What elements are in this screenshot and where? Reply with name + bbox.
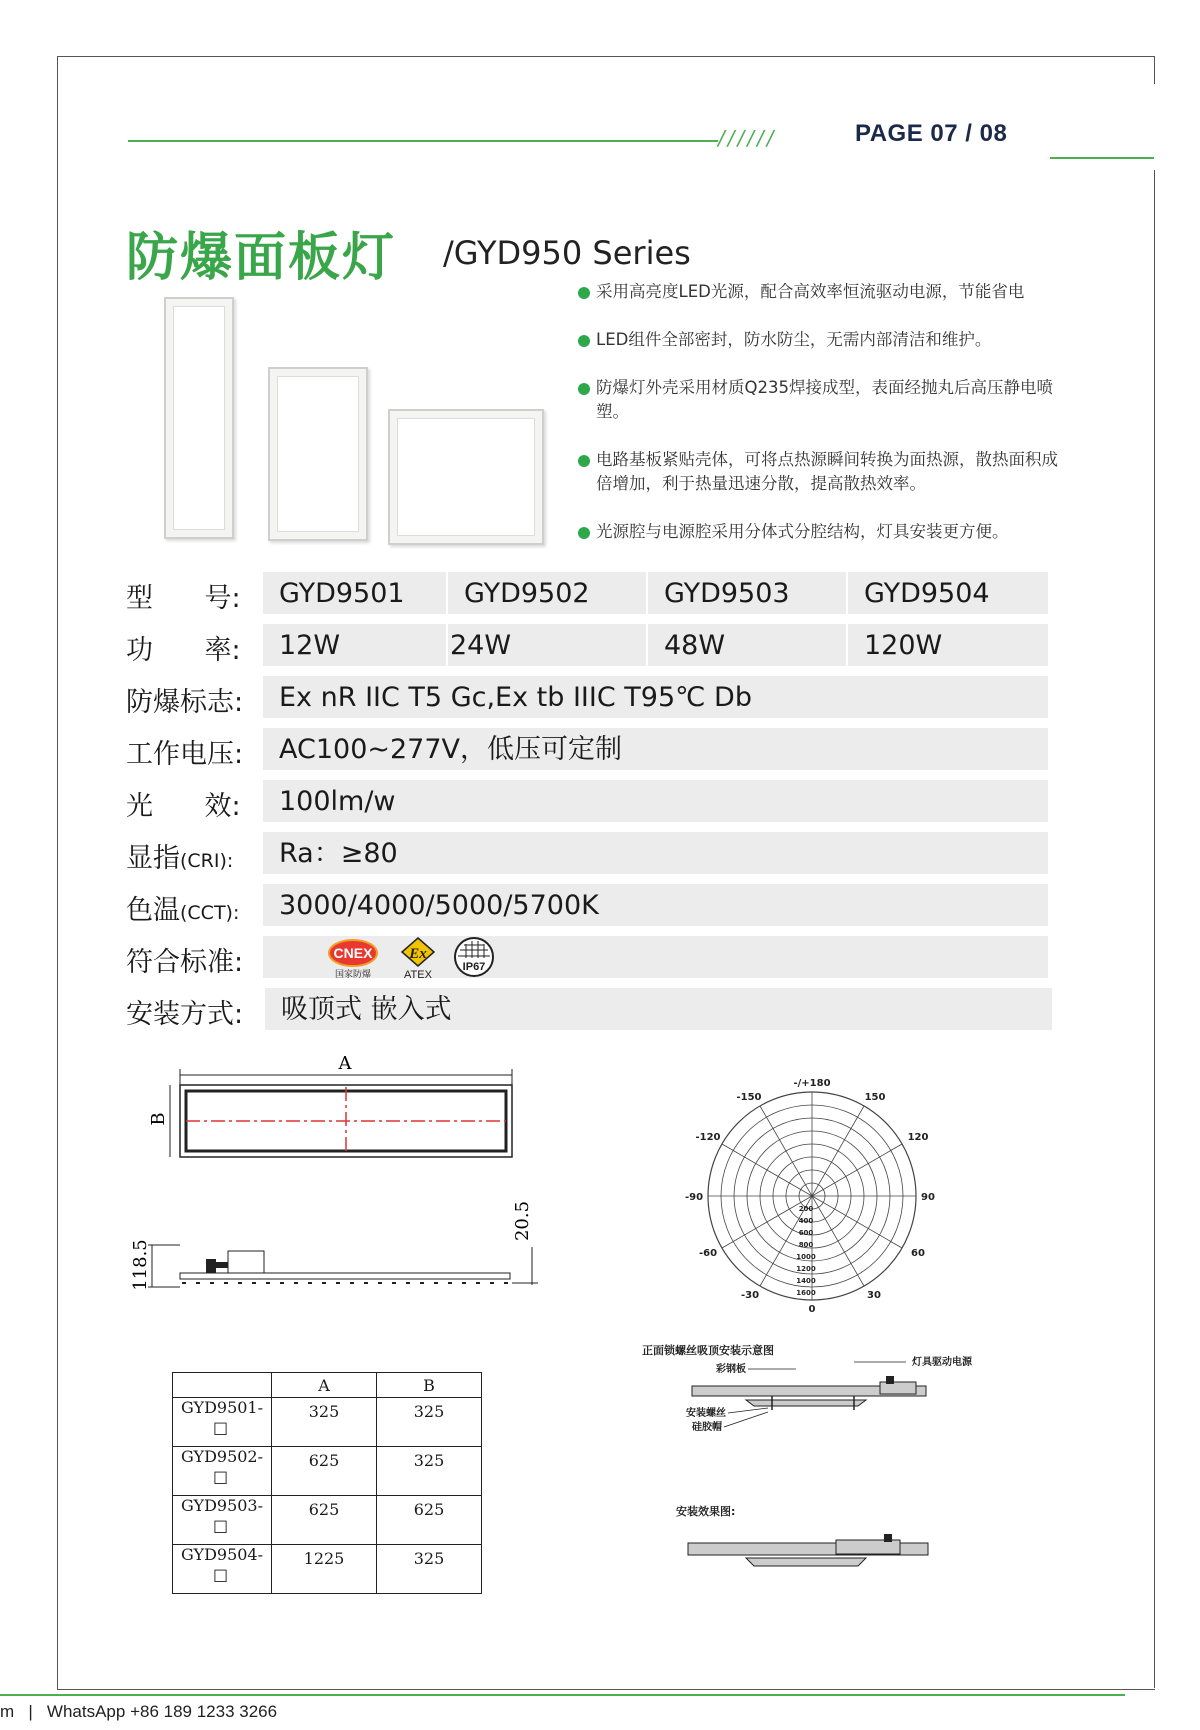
svg-text:120: 120 [907, 1132, 929, 1143]
header-slashes: ////// [718, 126, 777, 150]
installation-diagram [636, 1340, 996, 1610]
svg-text:-/+180: -/+180 [793, 1078, 831, 1089]
frame-edge [1154, 170, 1155, 1688]
table-row [173, 1545, 482, 1594]
ip67-logo [452, 936, 496, 985]
footer-contact: m | WhatsApp +86 189 1233 3266 [0, 1702, 278, 1721]
spec-row-cri [126, 832, 1056, 876]
table-cell-model: GYD9503- □ [173, 1496, 272, 1545]
table-header: A [272, 1373, 377, 1398]
spec-value: 100lm/w [263, 780, 1048, 822]
table-cell: 625 [272, 1496, 377, 1545]
svg-text:30: 30 [867, 1290, 881, 1301]
dimensions-table [172, 1372, 482, 1594]
spec-row-exmark [126, 676, 1056, 720]
frame-edge [1154, 56, 1155, 84]
svg-text:20.5: 20.5 [512, 1200, 533, 1242]
spec-label: 功 率: [126, 635, 241, 666]
spec-label: 防爆标志: [126, 687, 244, 718]
spec-value: GYD9504 [848, 572, 1048, 614]
spec-label: 符合标准: [126, 947, 244, 978]
svg-text:彩钢板: 彩钢板 [716, 1364, 746, 1375]
spec-row-efficacy [126, 780, 1056, 824]
spec-value: 12W [263, 624, 446, 666]
spec-value: 3000/4000/5000/5700K [263, 884, 1048, 926]
spec-value [263, 936, 1048, 978]
spec-label: 光 效: [126, 791, 241, 822]
svg-text:1000: 1000 [796, 1253, 816, 1261]
svg-text:硅胶帽: 硅胶帽 [692, 1422, 722, 1433]
table-row [173, 1398, 482, 1447]
table-cell-model: GYD9504- □ [173, 1545, 272, 1594]
feature-list [578, 280, 1058, 568]
spec-row-power [126, 624, 1056, 668]
spec-value: GYD9502 [448, 572, 646, 614]
svg-text:CNEX: CNEX [333, 945, 373, 961]
product-title: 防爆面板灯 [126, 228, 397, 288]
svg-text:-60: -60 [698, 1248, 718, 1259]
svg-text:118.5: 118.5 [130, 1239, 151, 1291]
spec-label: 工作电压: [126, 739, 244, 770]
svg-text:国家防爆: 国家防爆 [334, 970, 372, 980]
svg-text:-150: -150 [736, 1092, 762, 1103]
spec-row-model [126, 572, 1056, 616]
table-cell: 325 [377, 1398, 482, 1447]
svg-text:IP67: IP67 [462, 961, 486, 973]
spec-row-cct [126, 884, 1056, 928]
spec-label: 色温(CCT): [126, 895, 240, 926]
svg-text:1600: 1600 [796, 1289, 816, 1297]
feature-item: 采用高亮度LED光源，配合高效率恒流驱动电源，节能省电 [578, 280, 1058, 304]
table-row [173, 1496, 482, 1545]
page-number: PAGE 07 / 08 [855, 120, 1008, 147]
svg-text:200: 200 [798, 1205, 814, 1213]
panel-medium [268, 367, 368, 541]
svg-text:安装效果图:: 安装效果图: [676, 1505, 736, 1518]
spec-value: GYD9503 [648, 572, 846, 614]
svg-text:90: 90 [921, 1192, 935, 1203]
spec-row-install [126, 988, 1056, 1032]
feature-item: LED组件全部密封，防水防尘，无需内部清洁和维护。 [578, 328, 1058, 352]
spec-value: 120W [848, 624, 1048, 666]
svg-text:ATEX: ATEX [404, 969, 432, 980]
series-title: /GYD950 Series [443, 234, 691, 272]
svg-text:0: 0 [808, 1304, 816, 1315]
spec-value: 24W [448, 624, 646, 666]
svg-text:150: 150 [864, 1092, 886, 1103]
feature-item: 电路基板紧贴壳体，可将点热源瞬间转换为面热源，散热面积成倍增加，利于热量迅速分散，提高散热效率。 [578, 448, 1058, 496]
feature-item: 防爆灯外壳采用材质Q235焊接成型，表面经抛丸后高压静电喷塑。 [578, 376, 1058, 424]
table-header-row [173, 1373, 482, 1398]
feature-item: 光源腔与电源腔采用分体式分腔结构，灯具安装更方便。 [578, 520, 1058, 544]
header-rule [128, 140, 718, 142]
svg-text:1400: 1400 [796, 1277, 816, 1285]
svg-text:1200: 1200 [796, 1265, 816, 1273]
svg-text:正面锁螺丝吸顶安装示意图: 正面锁螺丝吸顶安装示意图 [642, 1344, 774, 1357]
bullet-icon [578, 335, 590, 347]
table-cell: 625 [377, 1496, 482, 1545]
table-cell: 325 [272, 1398, 377, 1447]
spec-value: AC100~277V，低压可定制 [263, 728, 1048, 770]
spec-value: Ex nR IIC T5 Gc,Ex tb IIIC T95℃ Db [263, 676, 1048, 718]
spec-value: 48W [648, 624, 846, 666]
header-rule-right [1050, 157, 1154, 159]
svg-text:400: 400 [798, 1217, 814, 1225]
table-cell: 1225 [272, 1545, 377, 1594]
panel-square [388, 409, 544, 545]
svg-text:-30: -30 [740, 1290, 760, 1301]
table-row [173, 1447, 482, 1496]
spec-label: 型 号: [126, 583, 241, 614]
table-cell-model: GYD9501- □ [173, 1398, 272, 1447]
spec-label: 安装方式: [126, 999, 244, 1030]
svg-text:800: 800 [798, 1241, 814, 1249]
svg-text:A: A [338, 1055, 352, 1074]
svg-text:600: 600 [798, 1229, 814, 1237]
footer-rule [0, 1694, 1125, 1696]
panel-tall [164, 297, 234, 539]
dimension-drawing [120, 1055, 550, 1295]
bullet-icon [578, 455, 590, 467]
table-cell: 625 [272, 1447, 377, 1496]
bullet-icon [578, 383, 590, 395]
svg-text:灯具驱动电源: 灯具驱动电源 [912, 1357, 972, 1368]
table-cell-model: GYD9502- □ [173, 1447, 272, 1496]
svg-text:60: 60 [911, 1248, 925, 1259]
spec-row-voltage [126, 728, 1056, 772]
svg-text:安装螺丝: 安装螺丝 [686, 1408, 726, 1419]
spec-label: 显指(CRI): [126, 843, 234, 874]
cnex-logo [326, 936, 380, 985]
table-header: B [377, 1373, 482, 1398]
bullet-icon [578, 287, 590, 299]
spec-value: 吸顶式 嵌入式 [265, 988, 1052, 1030]
bullet-icon [578, 527, 590, 539]
spec-value: GYD9501 [263, 572, 446, 614]
polar-distribution-diagram [670, 1068, 960, 1316]
svg-text:B: B [148, 1112, 169, 1126]
svg-text:Ex: Ex [409, 946, 427, 962]
atex-logo [398, 936, 438, 985]
table-cell: 325 [377, 1545, 482, 1594]
table-header [173, 1373, 272, 1398]
svg-text:-120: -120 [695, 1132, 721, 1143]
spec-value: Ra：≥80 [263, 832, 1048, 874]
table-cell: 325 [377, 1447, 482, 1496]
svg-text:-90: -90 [684, 1192, 704, 1203]
spec-row-standards [126, 936, 1056, 980]
